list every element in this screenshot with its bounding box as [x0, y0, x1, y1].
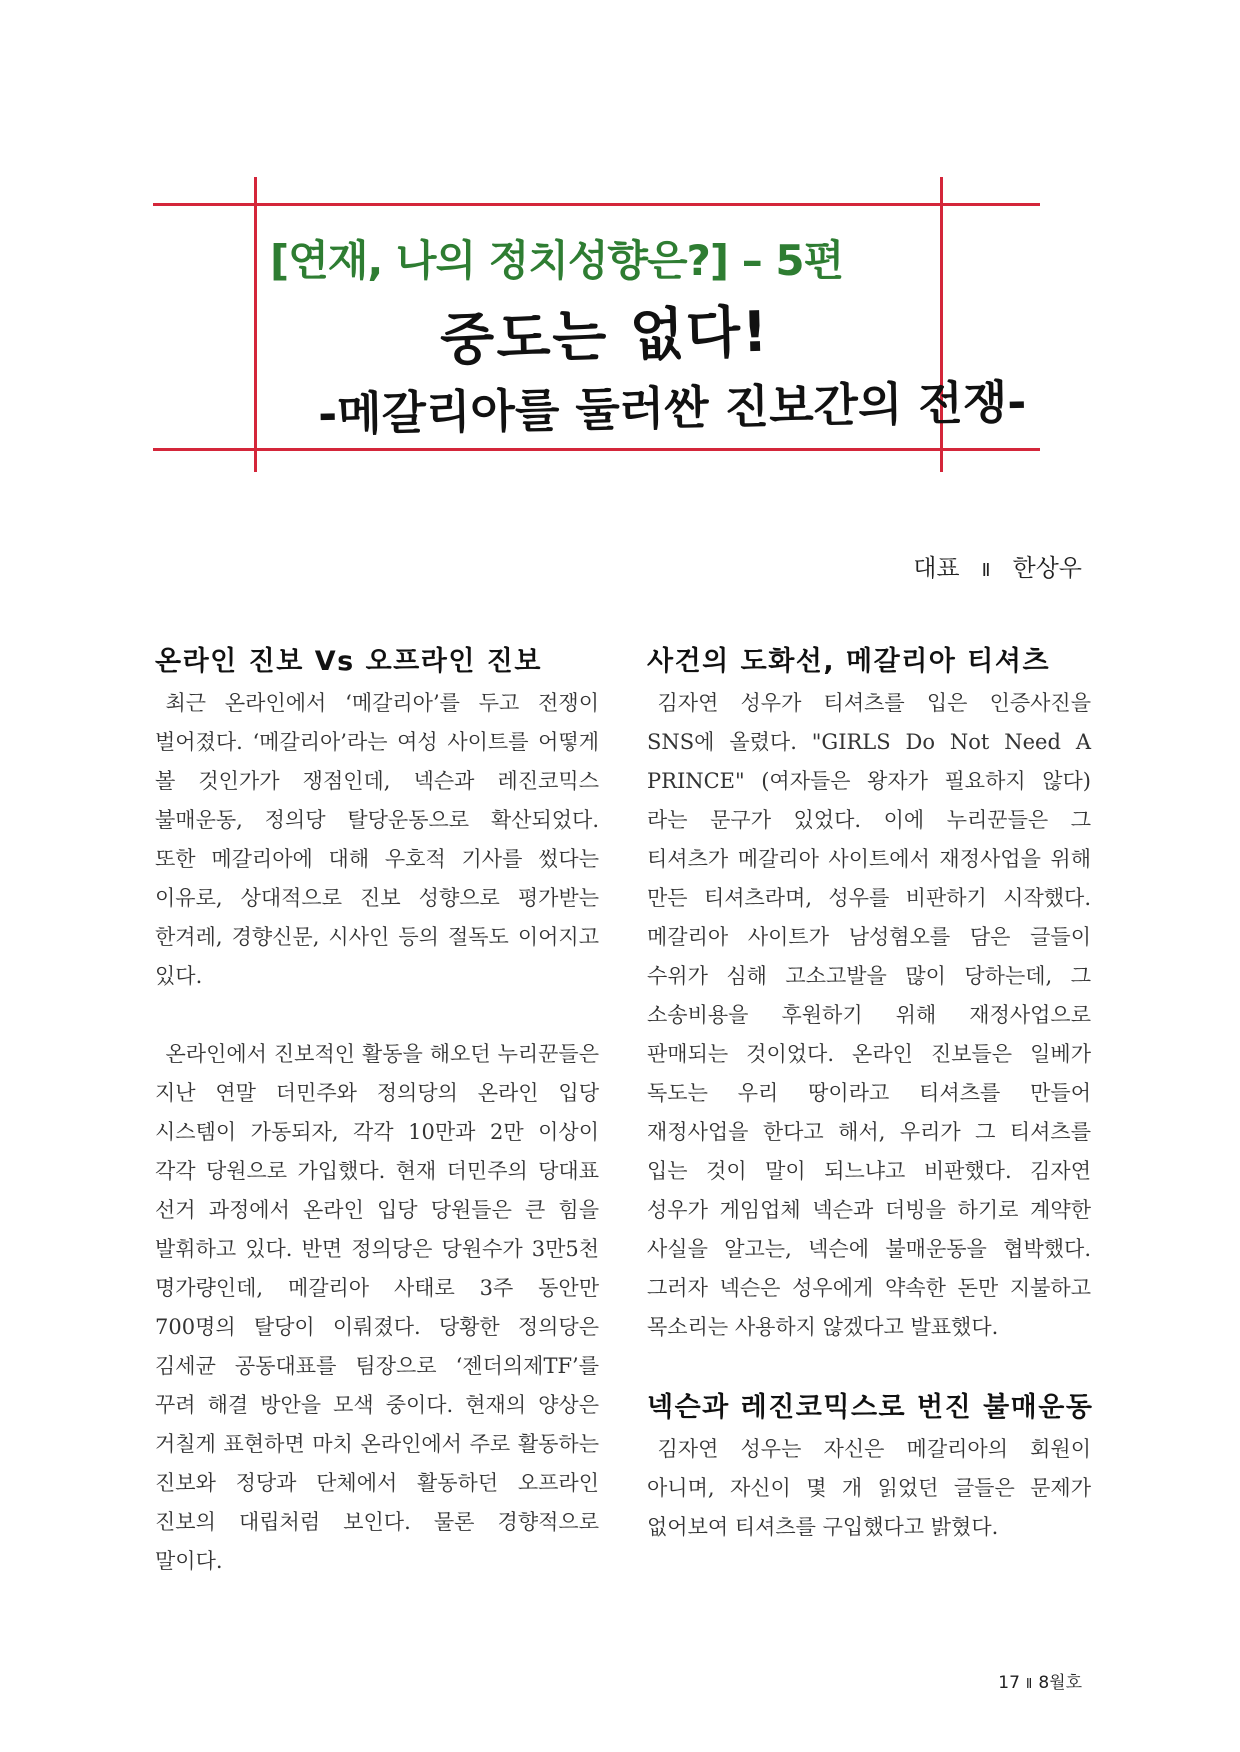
series-title: [연재, 나의 정치성향은?] – 5편 [270, 236, 844, 285]
byline-separator: Ⅱ [981, 560, 991, 581]
section-heading-tshirt: 사건의 도화선, 메갈리아 티셔츠 [647, 646, 1051, 677]
byline [913, 548, 1082, 583]
byline-author: 한상우 [1012, 554, 1082, 582]
footer-separator: Ⅱ [1025, 1677, 1033, 1692]
body-paragraph: 최근 온라인에서 ‘메갈리아’를 두고 전쟁이 벌어졌다. ‘메갈리아’라는 여성 사이트를 어떻게 볼 것인가가 쟁점인데, 넥슨과 레진코믹스 불매운동, 정의당 탈당운동으로 확산되었다. 또한 메갈리아에 대해 우호적 기사를 썼다는 이유로, 상대적으로 진보 성향으로 평가받는 한겨레, 경향신문, 시사인 등의 절독도 이어지고 있다. [155, 691, 599, 988]
paragraph-gap [647, 1347, 1091, 1386]
sub-title: -메갈리아를 둘러싼 진보간의 전쟁- [317, 374, 1027, 442]
paragraph-gap [155, 996, 599, 1035]
body-paragraph: 온라인에서 진보적인 활동을 해오던 누리꾼들은 지난 연말 더민주와 정의당의 온라인 입당 시스템이 가동되자, 각각 10만과 2만 이상이 각각 당원으로 가입했다. 현재 더민주의 당대표 선거 과정에서 온라인 입당 당원들은 큰 힘을 발휘하고 있다. 반면 정의당은 당원수가 3만5천 명가량인데, 메갈리아 사태로 3주 동안만 700명의 탈당이 이뤄졌다. 당황한 정의당은 김세균 공동대표를 팀장으로 ‘젠더의제TF’를 꾸려 해결 방안을 모색 중이다. 현재의 양상은 거칠게 표현하면 마치 온라인에서 주로 활동하는 진보와 정당과 단체에서 활동하던 오프라인 진보의 대립처럼 보인다. 물론 경향적으로 말이다. [155, 1042, 599, 1573]
body-paragraph: 김자연 성우가 티셔츠를 입은 인증사진을 SNS에 올렸다. "GIRLS Do Not Need A PRINCE" (여자들은 왕자가 필요하지 않다)라는 문구가 있었다. 이에 누리꾼들은 그 티셔츠가 메갈리아 사이트에서 재정사업을 위해 만든 티셔츠라며, 성우를 비판하기 시작했다. 메갈리아 사이트가 남성혐오를 담은 글들이 수위가 심해 고소고발을 많이 당하는데, 그 소송비용을 후원하기 위해 재정사업으로 판매되는 것이었다. 온라인 진보들은 일베가 독도는 우리 땅이라고 티셔츠를 만들어 재정사업을 한다고 해서, 우리가 그 티셔츠를 입는 것이 말이 되느냐고 비판했다. 김자연 성우가 게임업체 넥슨과 더빙을 하기로 계약한 사실을 알고는, 넥슨에 불매운동을 협박했다. 그러자 넥슨은 성우에게 약속한 돈만 지불하고 목소리는 사용하지 않겠다고 발표했다. [647, 691, 1091, 1339]
issue-label: 8월호 [1038, 1673, 1082, 1693]
section-heading-boycott: 넥슨과 레진코믹스로 번진 불매운동 [647, 1392, 1094, 1423]
section-heading-online-vs-offline: 온라인 진보 Vs 오프라인 진보 [155, 646, 542, 677]
page-footer [998, 1668, 1082, 1693]
left-column [155, 640, 599, 1581]
frame-bottom-line [153, 448, 1040, 451]
page-number: 17 [998, 1673, 1020, 1693]
right-column [647, 640, 1094, 1547]
frame-top-line [153, 203, 1040, 206]
body-paragraph: 김자연 성우는 자신은 메갈리아의 회원이 아니며, 자신이 몇 개 읽었던 글들은 문제가 없어보여 티셔츠를 구입했다고 밝혔다. [647, 1437, 1091, 1539]
byline-role: 대표 [913, 554, 960, 582]
main-title: 중도는 없다! [439, 299, 771, 374]
frame-left-line [254, 177, 257, 472]
